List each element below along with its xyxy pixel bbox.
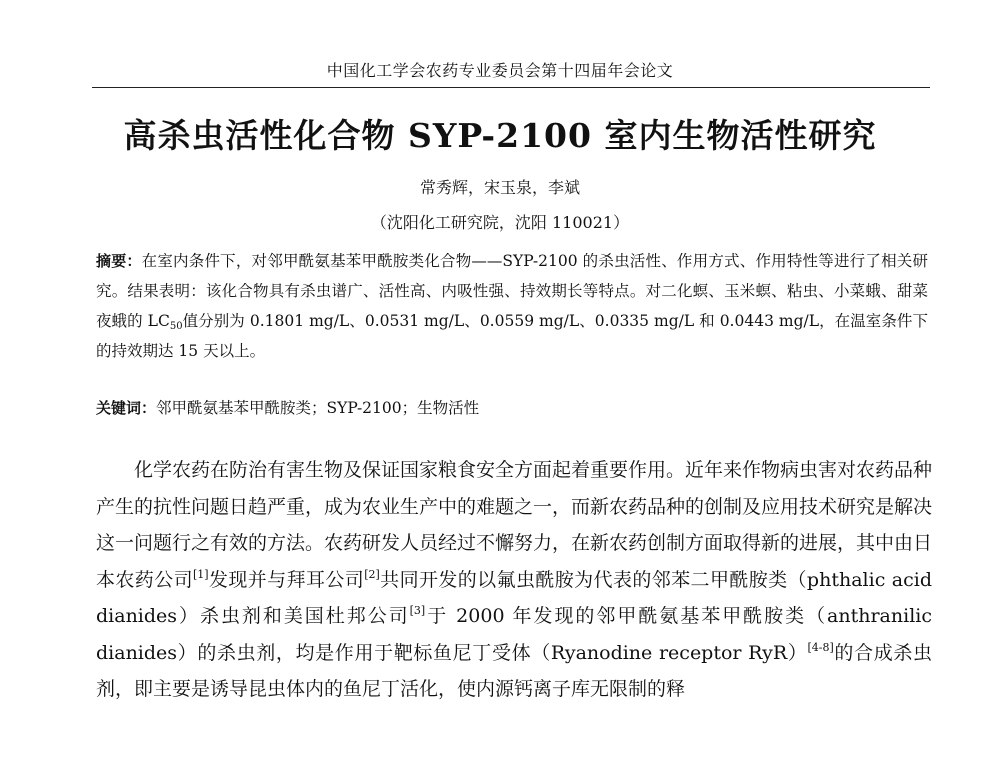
keywords-label: 关键词： [96, 399, 157, 417]
body-segment-1: 化学农药在防治有害生物及保证国家粮食安全方面起着重要作用。近年来作物病虫害对农药品种产生的抗性问题日趋严重，成为农业生产中的难题之一，而新农药品种的创制及应用技术研究是解决这一问题行之有效的方法。农药研发人员经过不懈努力，在新农药创制方面取得新的进展，其中由日本农药公司 [96, 459, 933, 591]
abstract [96, 246, 928, 366]
body-paragraph [96, 452, 932, 708]
authors: 常秀辉，宋玉泉，李斌 [419, 178, 580, 197]
body-segment-2: 发现并与拜耳公司 [208, 568, 365, 591]
affiliation: （沈阳化工研究院，沈阳 110021） [370, 213, 630, 232]
body-segment-5: 的合成杀虫剂，即主要是诱导昆虫体内的鱼尼丁活化，使内源钙离子库无限制的释 [96, 641, 932, 700]
abstract-text-part2: 值分别为 0.1801 mg/L、0.0531 mg/L、0.0559 mg/L、0.0335 mg/L 和 0.0443 mg/L，在温室条件下的持效期达 15 天以上。 [96, 312, 928, 360]
citation-ref-1: [1] [193, 567, 209, 581]
citation-ref-3: [3] [409, 604, 426, 617]
citation-ref-2: [2] [364, 567, 380, 581]
body-segment-3: 共同开发的以氟虫酰胺为代表的邻苯二甲酰胺类（phthalic acid dianides）杀虫剂和美国杜邦公司 [96, 568, 932, 627]
keywords [96, 393, 928, 423]
paper-title: 高杀虫活性化合物 SYP-2100 室内生物活性研究 [123, 116, 877, 155]
abstract-subscript: 50 [169, 321, 183, 332]
abstract-text-part1: 在室内条件下，对邻甲酰氨基苯甲酰胺类化合物——SYP-2100 的杀虫活性、作用方式、作用特性等进行了相关研究。结果表明：该化合物具有杀虫谱广、活性高、内吸性强、持效期长等特点。对二化螟、玉米螟、粘虫、小菜蛾、甜菜夜蛾的 LC [96, 252, 928, 330]
keywords-text: 邻甲酰氨基苯甲酰胺类；SYP-2100；生物活性 [156, 399, 480, 417]
abstract-label: 摘要： [96, 252, 142, 270]
body-segment-4: 于 2000 年发现的邻甲酰氨基苯甲酰胺类（anthranilic dianides）的杀虫剂，均是作用于靶标鱼尼丁受体（Ryanodine receptor RyR） [96, 605, 932, 664]
citation-ref-4: [4-8] [807, 640, 834, 654]
header-rule [92, 87, 930, 88]
running-header: 中国化工学会农药专业委员会第十四届年会论文 [326, 61, 674, 80]
